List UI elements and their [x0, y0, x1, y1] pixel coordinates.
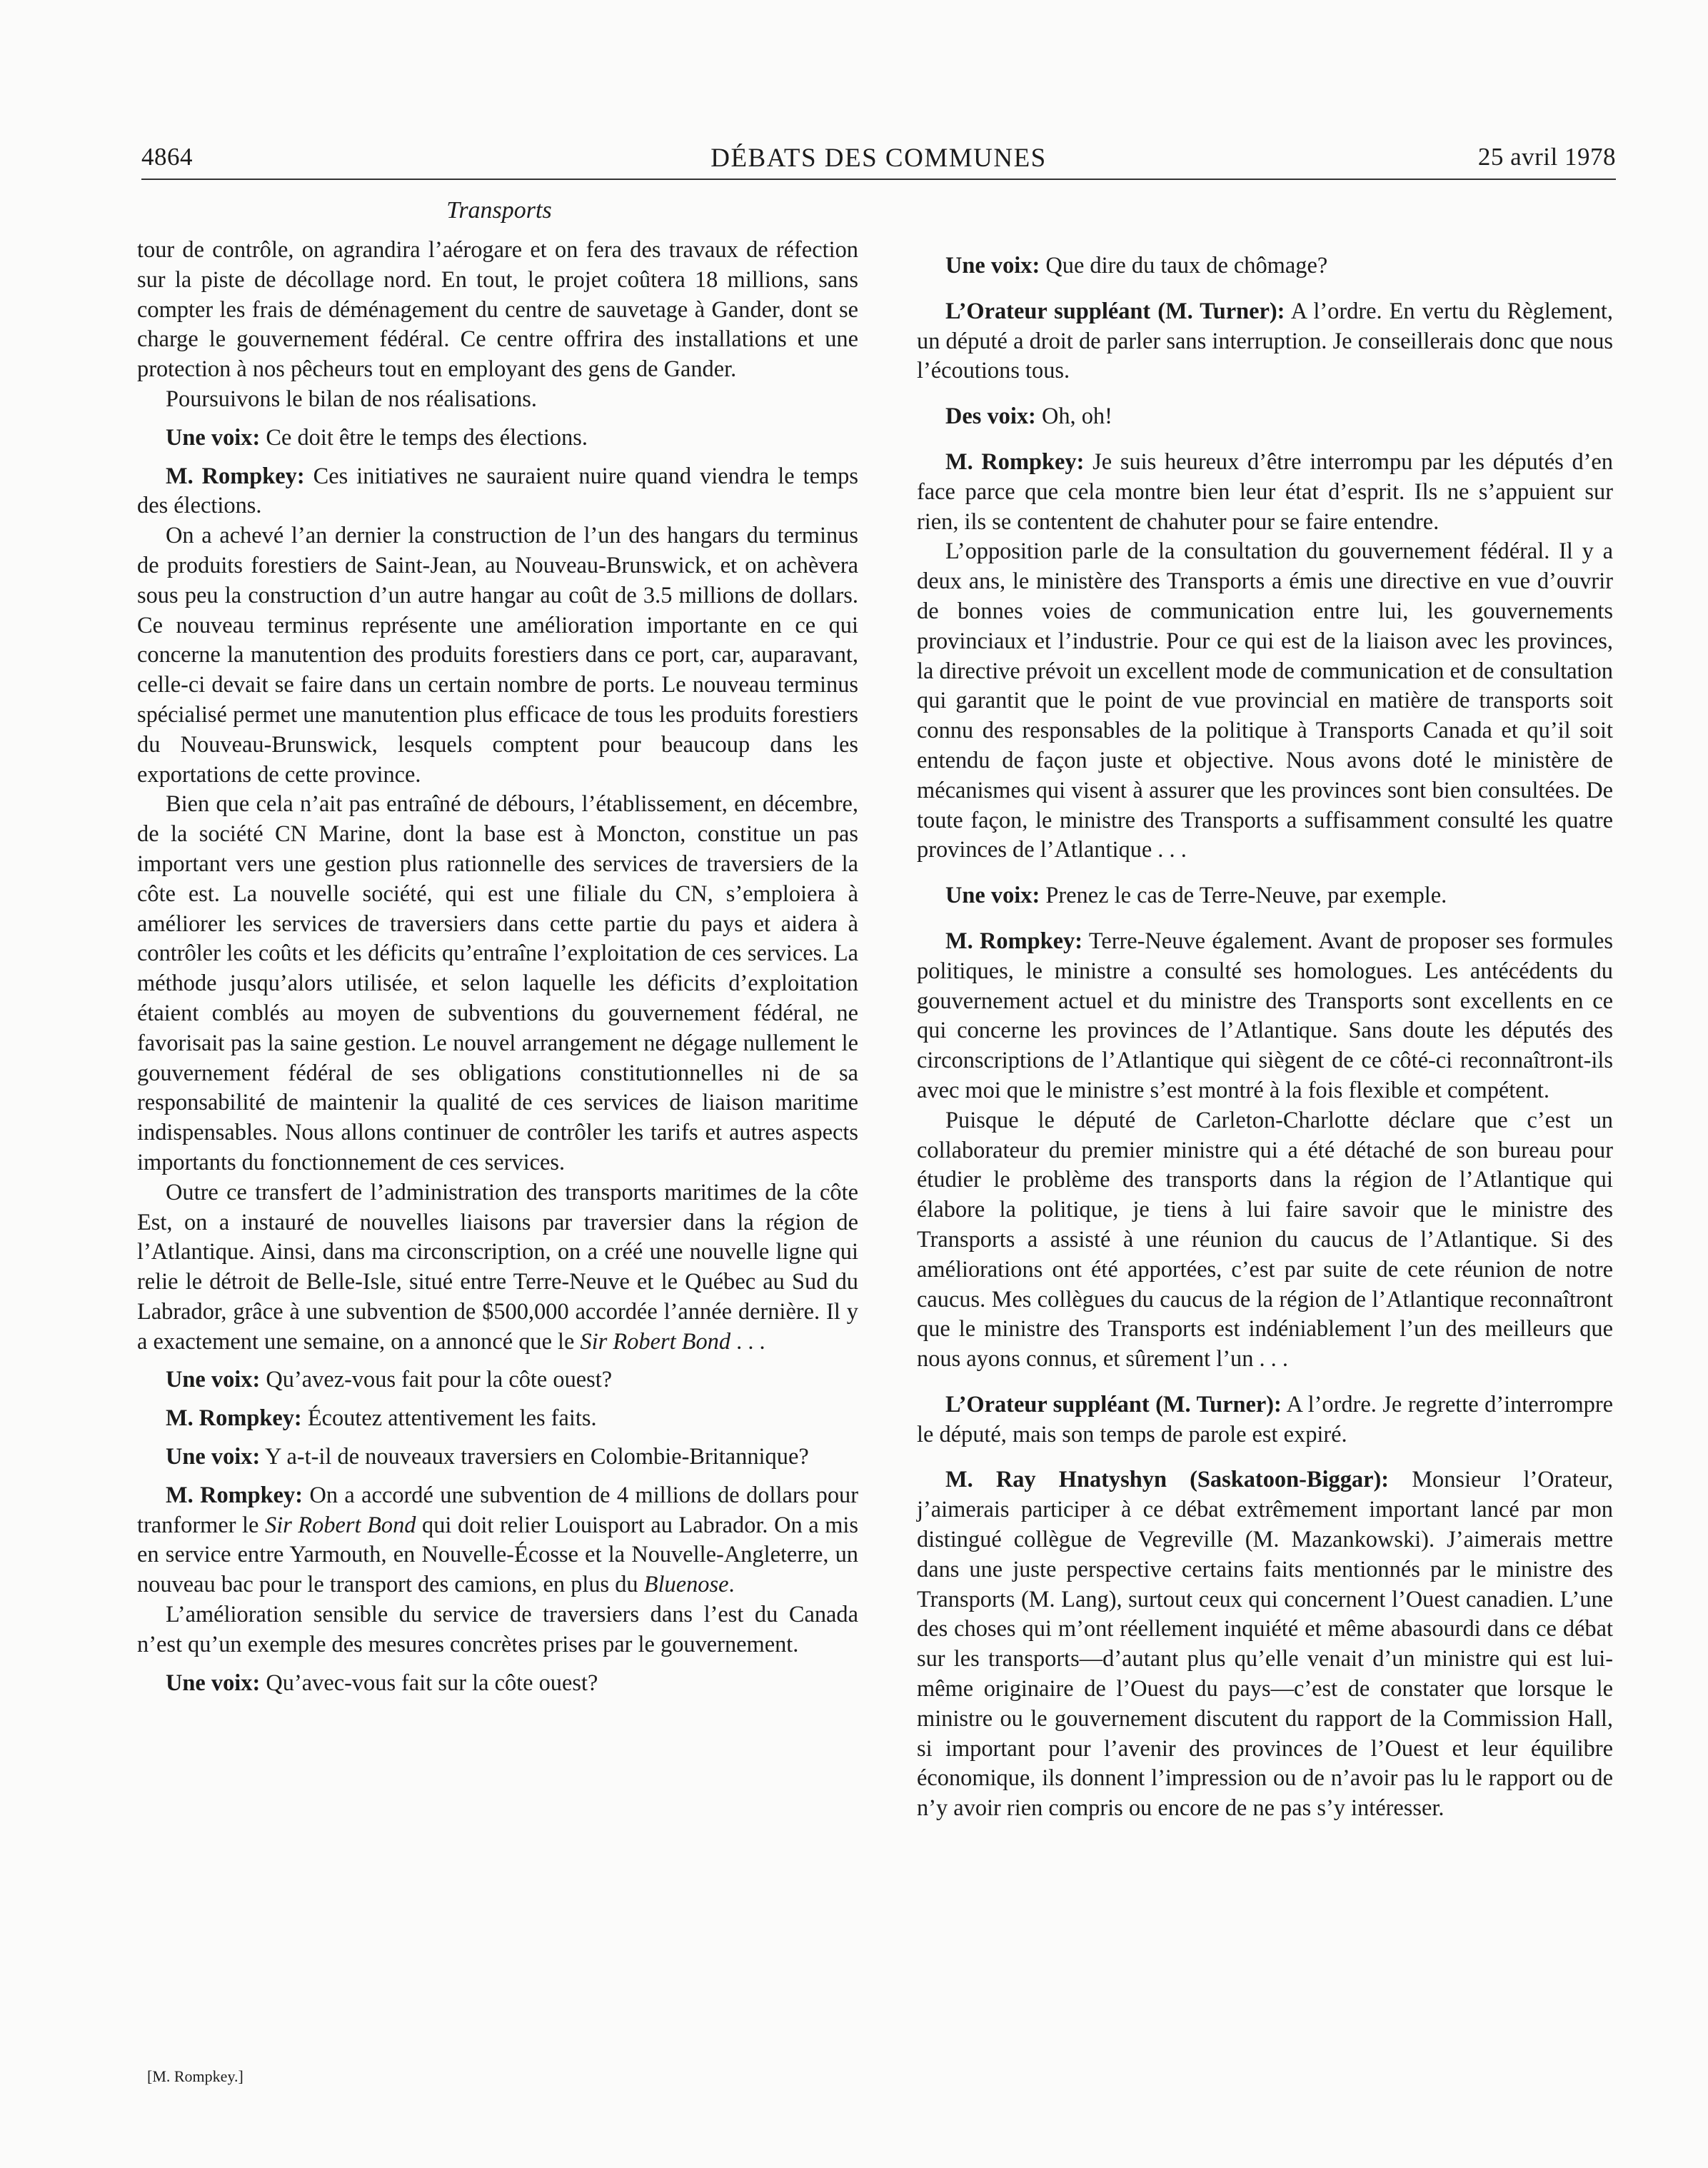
speaker-name: M. Rompkey: [166, 1405, 302, 1432]
paragraph [137, 1600, 858, 1660]
paragraph-text: On a accordé une subvention de 4 millions de dollars pour tranformer le [137, 1482, 858, 1538]
speaker-name: Une voix: [166, 1670, 261, 1696]
paragraph [137, 790, 858, 1178]
paragraph [917, 1106, 1613, 1375]
footnote: [M. Rompkey.] [147, 2067, 243, 2085]
paragraph-text: Bien que cela n’ait pas entraîné de débours, l’établissement, en décembre, de la société CN Marine, dont la base est à Moncton, constitue un pas important vers une gestion plus rationnelle des services de traversiers de la côte est. La nouvelle société, qui est une filiale du CN, s’emploiera à améliorer les services de traversiers dans cette partie du pays et aidera à contrôler les coûts et les déficits qu’entraîne l’exploitation de ces services. La méthode jusqu’alors utilisée, et selon laquelle les déficits d’exploitation étaient comblés au moyen de subventions du gouvernement fédéral, ne favorisait pas la saine gestion. Le nouvel arrangement ne dégage nullement le gouvernement fédéral de ses obligations constitutionnelles ni de sa responsabilité de maintenir la qualité de ces services de liaison maritime indispensables. Nous allons continuer de contrôler les tarifs et autres aspects importants du fonctionnement de ces services. [137, 791, 858, 1175]
publication-title: DÉBATS DES COMMUNES [710, 144, 1047, 173]
paragraph-text: L’amélioration sensible du service de traversiers dans l’est du Canada n’est qu’un exemple des mesures concrètes prises par le gouvernement. [137, 1602, 858, 1657]
paragraph [137, 1178, 858, 1357]
paragraph-text: Ces initiatives ne sauraient nuire quand viendra le temps des élections. [137, 463, 858, 519]
paragraph [917, 537, 1613, 865]
paragraph [137, 1669, 858, 1699]
paragraph-text: Terre-Neuve également. Avant de proposer ses formules politiques, le ministre a consulté ses homologues. Les antécédents du gouvernement actuel et du ministre des Transports sont excellents en ce qui concerne les provinces de l’Atlantique. Sans doute les députés des circonscriptions de l’Atlantique qui siègent de ce côté-ci reconnaîtront-ils avec moi que le ministre s’est montré à la fois flexible et compétent. [917, 928, 1613, 1103]
speaker-name: M. Rompkey: [166, 463, 305, 489]
paragraph-text: Je suis heureux d’être interrompu par les députés d’en face parce que cela montre bien leur état d’esprit. Ils ne s’appuient sur rien, ils se contentent de chahuter pour se faire entendre. [917, 448, 1613, 535]
paragraph-text: Outre ce transfert de l’administration des transports maritimes de la côte Est, on a instauré de nouvelles liaisons par traversier dans la région de l’Atlantique. Ainsi, dans ma circonscription, on a créé une nouvelle ligne qui relie le détroit de Belle-Isle, situé entre Terre-Neuve et le Québec au Sud du Labrador, grâce à une subvention de $500,000 accordée l’année dernière. Il y a exactement une semaine, on a annoncé que le [137, 1179, 858, 1355]
speaker-name: M. Rompkey: [166, 1482, 303, 1508]
paragraph-text: A l’ordre. Je regrette d’interrompre le député, mais son temps de parole est expiré. [917, 1391, 1613, 1447]
paragraph-text: Qu’avec-vous fait sur la côte ouest? [266, 1670, 598, 1696]
speaker-name: L’Orateur suppléant (M. Turner): [945, 1391, 1282, 1417]
italic-text: Bluenose [643, 1572, 729, 1598]
speaker-name: Une voix: [166, 1367, 261, 1393]
paragraph [137, 385, 858, 415]
paragraph [137, 1404, 858, 1434]
paragraph-text: A l’ordre. En vertu du Règlement, un député a droit de parler sans interruption. Je conseillerais donc que nous l’écoutions tous. [917, 298, 1614, 384]
speaker-name: Une voix: [166, 424, 261, 451]
paragraph [917, 881, 1613, 911]
speaker-name: M. Rompkey: [945, 928, 1082, 954]
paragraph-text: Qu’avez-vous fait pour la côte ouest? [266, 1367, 613, 1393]
speaker-name: Une voix: [166, 1444, 261, 1470]
italic-text: Sir Robert Bond [265, 1512, 416, 1538]
paragraph [137, 462, 858, 522]
section-title: Transports [446, 197, 552, 224]
paragraph-text: Y a-t-il de nouveaux traversiers en Colombie-Britannique? [265, 1444, 809, 1470]
italic-text: Sir Robert Bond [580, 1328, 731, 1355]
paragraph-text: tour de contrôle, on agrandira l’aérogare et on fera des travaux de réfection sur la piste de décollage nord. En tout, le projet coûtera 18 millions, sans compter les frais de déménagement du centre de sauvetage à Gander, dont se charge le gouvernement fédéral. Ce centre offrira des installations et une protection à nos pêcheurs tout en employant des gens de Gander. [137, 237, 858, 383]
paragraph-text: On a achevé l’an dernier la construction de l’un des hangars du terminus de produits forestiers de Saint-Jean, au Nouveau-Brunswick, et on achèvera sous peu la construction d’un autre hangar au coût de 3.5 millions de dollars. Ce nouveau terminus représente une amélioration importante en ce qui concerne la manutention des produits forestiers dans ce port, car, auparavant, celle-ci devait se faire dans un certain nombre de ports. Le nouveau terminus spécialisé permet une manutention plus efficace de tous les produits forestiers du Nouveau-Brunswick, lesquels comptent pour beaucoup dans les exportations de cette province. [137, 523, 858, 788]
right-column [917, 236, 1613, 1824]
paragraph [917, 1390, 1613, 1450]
speaker-name: M. Rompkey: [945, 448, 1085, 475]
paragraph-text: Prenez le cas de Terre-Neuve, par exemple. [1045, 883, 1447, 909]
page-header [141, 141, 1616, 180]
paragraph [137, 1481, 858, 1600]
speaker-name: M. Ray Hnatyshyn (Saskatoon-Biggar): [945, 1467, 1390, 1493]
paragraph-text: . [728, 1572, 735, 1598]
page-date: 25 avril 1978 [1477, 143, 1616, 171]
paragraph [917, 1465, 1613, 1824]
paragraph [137, 1442, 858, 1472]
paragraph-text: Monsieur l’Orateur, j’aimerais participer à ce débat extrêmement important lancé par mon distingué collègue de Vegreville (M. Mazankowski). J’aimerais mettre dans une juste perspective certains faits mentionnés par le ministre des Transports (M. Lang), surtout ceux qui concernent l’Ouest canadien. L’une des choses qui m’ont réellement inquiété et même abasourdi dans ce débat sur les transports—d’autant plus qu’elle venait d’un ministre qui est lui-même originaire de l’Ouest du pays—c’est de constater que lorsque le ministre ou le gouvernement discutent du rapport de la Commission Hall, si important pour l’avenir des provinces de l’Ouest et leur équilibre économique, ils donnent l’impression ou de n’avoir pas lu le rapport ou de n’y avoir rien compris ou encore de ne pas s’y intéresser. [917, 1467, 1614, 1822]
paragraph-text: . . . [730, 1328, 765, 1355]
paragraph [137, 521, 858, 790]
speaker-name: Une voix: [945, 253, 1040, 278]
paragraph-text: Puisque le député de Carleton-Charlotte déclare que c’est un collaborateur du premier ministre qui a été détaché de son bureau pour étudier le problème des transports dans la région de l’Atlantique qui élabore la politique, je tiens à lui faire savoir que le ministre des Transports a assisté à une réunion du caucus de l’Atlantique. Si des améliorations ont été apportées, c’est par suite de cete réunion de notre caucus. Mes collègues du caucus de la région de l’Atlantique reconnaîtront que le ministre des Transports est indéniablement l’un des meilleurs que nous ayons connus, et sûrement l’un . . . [917, 1107, 1613, 1372]
paragraph [137, 236, 858, 385]
paragraph-text: Ce doit être le temps des élections. [266, 424, 588, 451]
speaker-name: L’Orateur suppléant (M. Turner): [945, 298, 1285, 324]
paragraph-text: Que dire du taux de chômage? [1045, 253, 1328, 278]
paragraph-text: qui doit relier Louisport au Labrador. On a mis en service entre Yarmouth, en Nouvelle-Écosse et la Nouvelle-Angleterre, un nouveau bac pour le transport des camions, en plus du [137, 1512, 858, 1598]
paragraph [917, 402, 1613, 432]
left-column [137, 236, 858, 1698]
speaker-name: Des voix: [945, 403, 1036, 430]
paragraph [917, 927, 1613, 1106]
paragraph-text: Poursuivons le bilan de nos réalisations. [166, 386, 537, 412]
paragraph [917, 251, 1613, 281]
page-number: 4864 [141, 143, 193, 171]
paragraph [917, 297, 1613, 386]
speaker-name: Une voix: [945, 883, 1040, 909]
paragraph [137, 1365, 858, 1395]
paragraph [917, 448, 1613, 537]
paragraph-text: Écoutez attentivement les faits. [307, 1405, 597, 1432]
paragraph-text: L’opposition parle de la consultation du gouvernement fédéral. Il y a deux ans, le ministère des Transports a émis une directive en vue d’ouvrir de bonnes voies de communication entre lui, les gouvernements provinciaux et l’industrie. Pour ce qui est de la liaison avec les provinces, la directive prévoit un excellent mode de communication et de consultation qui garantit que le point de vue provincial en matière de transports soit connu des responsables de la politique à Transports Canada et qu’il soit entendu de façon juste et objective. Nous avons doté le ministère de mécanismes qui visent à assurer que les provinces sont bien consultées. De toute façon, le ministre des Transports a suffisamment consulté les quatre provinces de l’Atlantique . . . [917, 538, 1613, 863]
paragraph-text: Oh, oh! [1041, 403, 1112, 430]
paragraph [137, 423, 858, 453]
